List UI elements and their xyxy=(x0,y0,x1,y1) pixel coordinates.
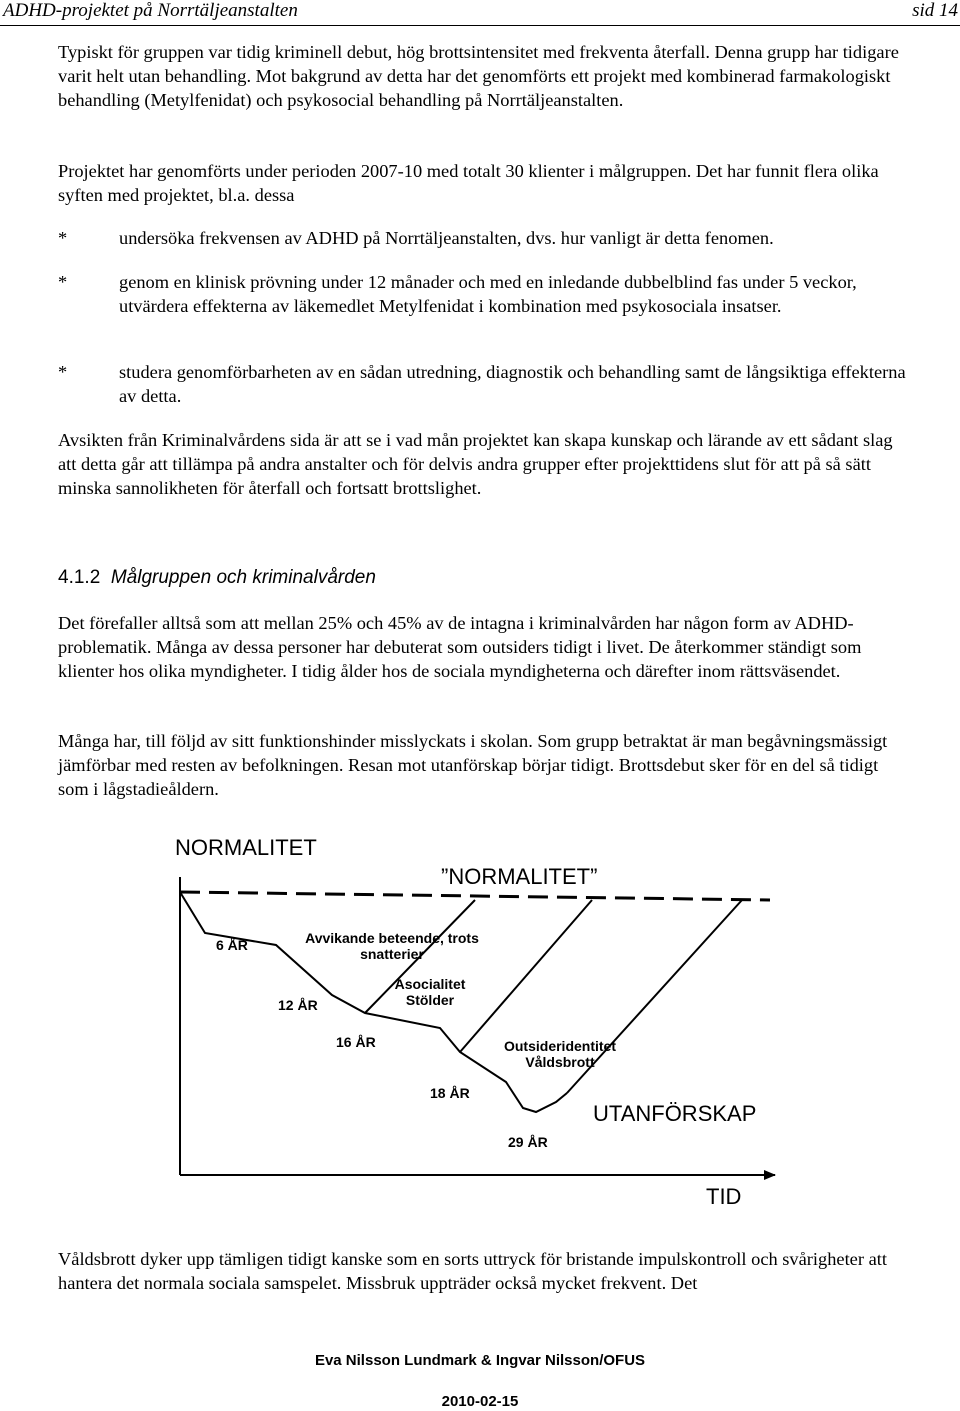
bullet-item: undersöka frekvensen av ADHD på Norrtäljeanstalten, dvs. hur vanligt är detta fenomen. xyxy=(119,228,774,248)
bullet-item: studera genomförbarheten av en sådan utredning, diagnostik och behandling samt de långsiktiga effekterna av detta. xyxy=(119,362,906,406)
time-axis-label: TID xyxy=(706,1184,742,1209)
bullet-marker: * xyxy=(58,362,68,382)
stage-label: Avvikande beteende, trots xyxy=(305,930,479,946)
stage-label: Outsideridentitet xyxy=(503,1038,617,1054)
paragraph-purpose: Avsikten från Kriminalvårdens sida är att se i vad mån projektet kan skapa kunskap och lärande av ett sådant slag att detta går att tillämpa på andra anstalter och för delvis andra grupper efter projekttidens slut för att på så sätt minska sannolikheten för återfall och fortsatt brottslighet. xyxy=(58,430,893,498)
bullet-item: genom en klinisk prövning under 12 månader och med en inledande dubbelblind fas under 5 veckor, utvärdera effekterna av läkemedlet Metylfenidat i kombination med psykosociala insatser. xyxy=(119,272,857,316)
utanforskap-label: UTANFÖRSKAP xyxy=(593,1101,757,1126)
running-header-title: ADHD-projektet på Norrtäljeanstalten xyxy=(3,0,298,21)
paragraph-project: Projektet har genomförts under perioden 2007-10 med totalt 30 klienter i målgruppen. Det har funnit flera olika syften med projektet, bl.a. dessa xyxy=(58,161,879,205)
normalitet-quoted-label: ”NORMALITET” xyxy=(441,864,598,889)
bullet-marker: * xyxy=(58,228,68,248)
paragraph-violence: Våldsbrott dyker upp tämligen tidigt kanske som en sorts uttryck för bristande impulskontroll och svårigheter att hantera det normala sociala samspelet. Missbruk uppträder också mycket frekvent. Det xyxy=(58,1249,887,1293)
stage-label: snatterier xyxy=(360,946,424,962)
normalitet-label: NORMALITET xyxy=(175,835,317,860)
age-label: 18 ÅR xyxy=(430,1085,470,1101)
stage-label: Asocialitet xyxy=(394,976,466,992)
bullet-marker: * xyxy=(58,272,68,292)
age-label: 29 ÅR xyxy=(508,1134,548,1150)
footer-date: 2010-02-15 xyxy=(441,1393,519,1410)
section-number: 4.1.2 xyxy=(58,567,101,588)
age-label: 16 ÅR xyxy=(336,1034,376,1050)
paragraph-intro: Typiskt för gruppen var tidig kriminell debut, hög brottsintensitet med frekventa återfall. Denna grupp har tidigare varit helt utan behandling. Mot bakgrund av detta har det genomförts ett projekt med kombinerad farmakologiskt behandling (Metylfenidat) och psykosocial behandling på Norrtäljeanstalten. xyxy=(58,42,899,110)
normality-dashed-line xyxy=(180,892,770,900)
decline-curve xyxy=(180,892,567,1112)
stage-label: Våldsbrott xyxy=(525,1054,595,1070)
footer-authors: Eva Nilsson Lundmark & Ingvar Nilsson/OFUS xyxy=(314,1352,646,1369)
header-rule xyxy=(0,25,960,26)
page-number: sid 14 xyxy=(912,0,958,21)
paragraph-prevalence: Det förefaller alltså som att mellan 25% och 45% av de intagna i kriminalvården har någon form av ADHD-problematik. Många av dessa personer har debuterat som outsiders tidigt i livet. De återkommer ständigt som klienter hos olika myndigheter. I tidig ålder hos de sociala myndigheterna och därefter inom rättsväsendet. xyxy=(58,613,862,681)
return-line xyxy=(460,900,592,1052)
paragraph-school: Många har, till följd av sitt funktionshinder misslyckats i skolan. Som grupp betraktat är man begåvningsmässigt jämförbar med resten av befolkningen. Resan mot utanförskap börjar tidigt. Brottsdebut sker för en del så tidigt som i lågstadieåldern. xyxy=(58,731,888,799)
section-title: Målgruppen och kriminalvården xyxy=(110,567,376,588)
age-label: 12 ÅR xyxy=(278,997,318,1013)
normality-diagram xyxy=(0,820,960,1220)
stage-label: Stölder xyxy=(405,992,455,1008)
age-label: 6 ÅR xyxy=(216,937,248,953)
section-heading xyxy=(58,566,376,590)
